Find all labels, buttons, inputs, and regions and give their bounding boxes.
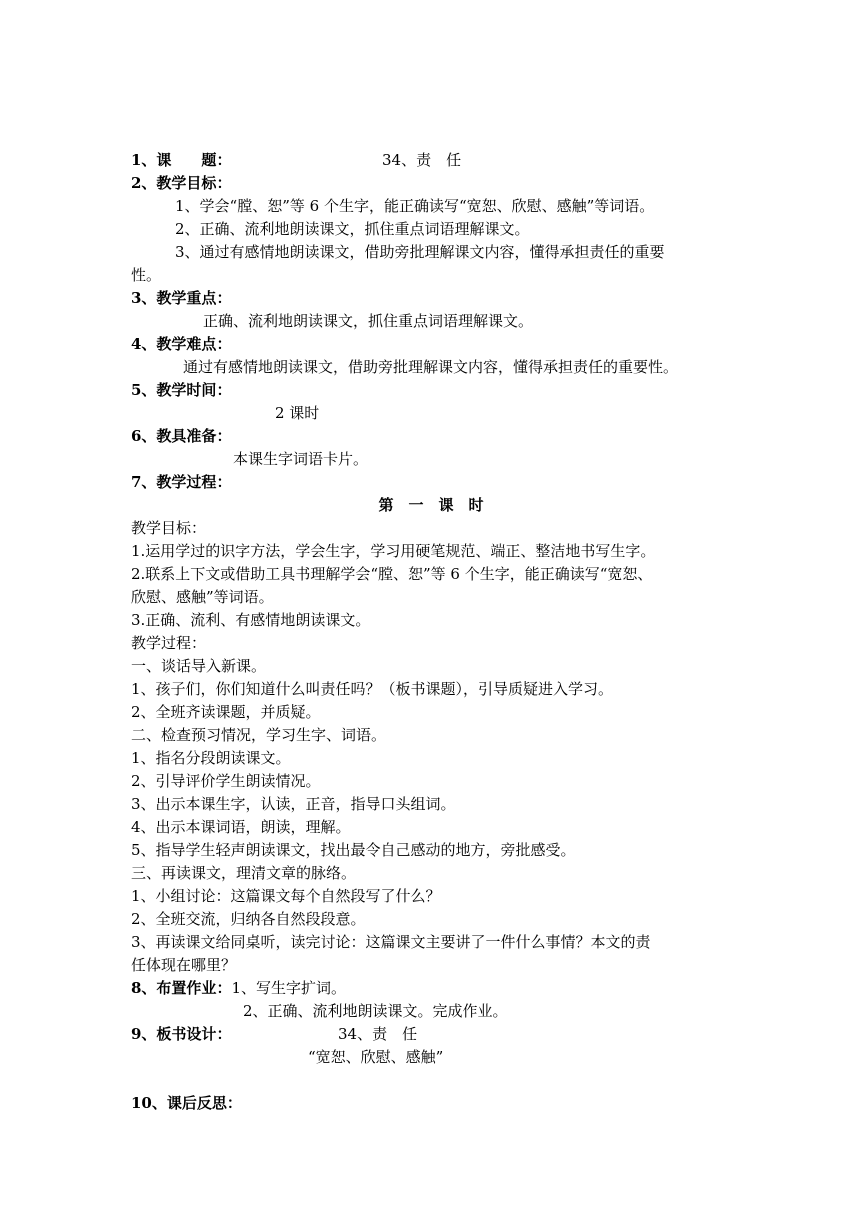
homework-item-2: 2、正确、流利地朗读课文。完成作业。 (243, 1002, 508, 1020)
materials-text: 本课生字词语卡片。 (233, 450, 369, 468)
step-8: 4、出示本课词语，朗读，理解。 (131, 818, 351, 836)
section-1-label: 1、课 题： (131, 151, 232, 169)
board-words: “宽恕、欣慰、感触” (308, 1048, 444, 1066)
step-3: 2、全班齐读课题，并质疑。 (131, 703, 321, 721)
step-5: 1、指名分段朗读课文。 (131, 749, 291, 767)
step-10: 三、再读课文，理清文章的脉络。 (131, 864, 357, 882)
board-title: 34、责 任 (338, 1025, 418, 1043)
goal-item-3-cont: 性。 (131, 266, 162, 284)
goal-item-2: 2、正确、流利地朗读课文，抓住重点词语理解课文。 (175, 220, 530, 238)
section-1 (131, 149, 731, 171)
step-9: 5、指导学生轻声朗读课文，找出最令自己感动的地方，旁批感受。 (131, 841, 576, 859)
section-4-label: 4、教学难点： (131, 335, 232, 353)
section-6-label: 6、教具准备： (131, 427, 232, 445)
section-9-label: 9、板书设计： (131, 1025, 232, 1043)
step-4: 二、检查预习情况，学习生字、词语。 (131, 726, 387, 744)
step-12: 2、全班交流，归纳各自然段段意。 (131, 910, 366, 928)
step-1: 一、谈话导入新课。 (131, 657, 267, 675)
lesson-goal-3: 3.正确、流利、有感情地朗读课文。 (131, 611, 371, 629)
step-2: 1、孩子们，你们知道什么叫责任吗？（板书课题），引导质疑进入学习。 (131, 680, 614, 698)
homework-item-1: 1、写生字扩词。 (231, 979, 346, 997)
step-11: 1、小组讨论：这篇课文每个自然段写了什么？ (131, 887, 441, 905)
section-3-label: 3、教学重点： (131, 289, 232, 307)
section-7-label: 7、教学过程： (131, 473, 232, 491)
section-5-label: 5、教学时间： (131, 381, 232, 399)
lesson-goals-label: 教学目标： (131, 519, 207, 537)
difficulty-text: 通过有感情地朗读课文，借助旁批理解课文内容，懂得承担责任的重要性。 (183, 358, 679, 376)
step-6: 2、引导评价学生朗读情况。 (131, 772, 321, 790)
teaching-time: 2 课时 (275, 404, 320, 422)
section-9 (131, 1023, 731, 1045)
lesson-heading: 第 一 课 时 (378, 496, 484, 514)
section-10-label: 10、课后反思： (131, 1094, 242, 1112)
lesson-title: 34、责 任 (382, 151, 462, 169)
section-8 (131, 977, 731, 999)
step-13: 3、再读课文给同桌听，读完讨论：这篇课文主要讲了一件什么事情？本文的责 (131, 933, 651, 951)
step-13-cont: 任体现在哪里？ (131, 956, 237, 974)
goal-item-1: 1、学会“膛、恕”等 6 个生字，能正确读写“宽恕、欣慰、感触”等词语。 (175, 197, 655, 215)
lesson-goal-2: 2.联系上下文或借助工具书理解学会“膛、恕”等 6 个生字，能正确读写“宽恕、 (131, 565, 653, 583)
lesson-goal-1: 1.运用学过的识字方法，学会生字，学习用硬笔规范、端正、整洁地书写生字。 (131, 542, 656, 560)
lesson-process-label: 教学过程： (131, 634, 207, 652)
section-2-label: 2、教学目标： (131, 174, 232, 192)
lesson-goal-2-cont: 欣慰、感触”等词语。 (131, 588, 274, 606)
section-8-label: 8、布置作业： (131, 979, 232, 997)
step-7: 3、出示本课生字，认读，正音，指导口头组词。 (131, 795, 456, 813)
goal-item-3: 3、通过有感情地朗读课文，借助旁批理解课文内容，懂得承担责任的重要 (175, 243, 665, 261)
key-point-text: 正确、流利地朗读课文，抓住重点词语理解课文。 (203, 312, 534, 330)
